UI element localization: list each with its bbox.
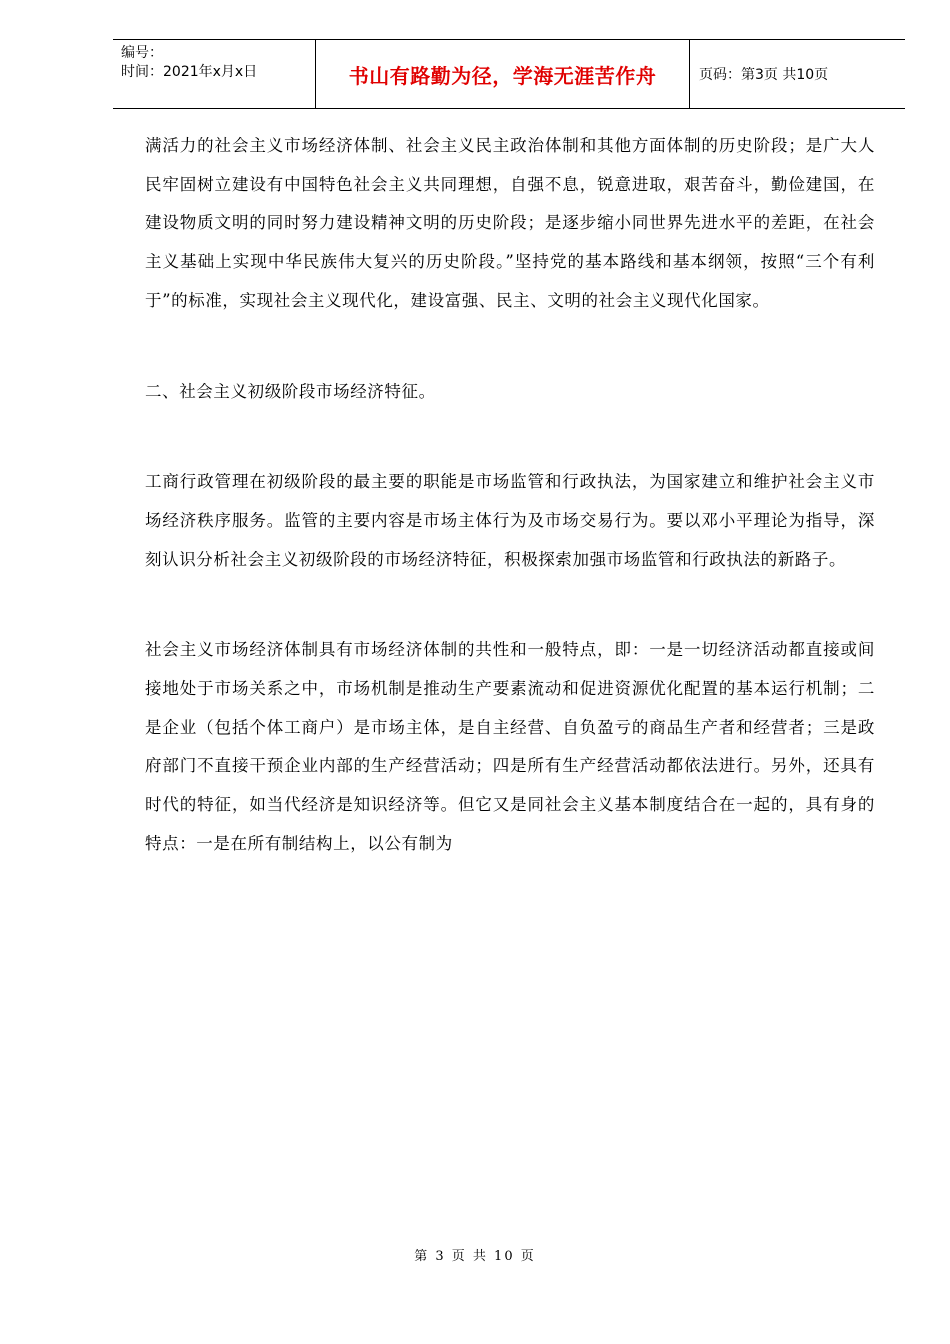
header-motto: 书山有路勤为径，学海无涯苦作舟 xyxy=(316,40,690,108)
paragraph: 满活力的社会主义市场经济体制、社会主义民主政治体制和其他方面体制的历史阶段；是广大人民牢固树立建设有中国特色社会主义共同理想，自强不息，锐意进取，艰苦奋斗，勤俭建国，在建设物质文明的同时努力建设精神文明的历史阶段；是逐步缩小同世界先进水平的差距，在社会主义基础上实现中华民族伟大复兴的历史阶段。”坚持党的基本路线和基本纲领，按照“三个有利于”的标准，实现社会主义现代化，建设富强、民主、文明的社会主义现代化国家。 xyxy=(145,136,875,310)
serial-number-label: 编号： xyxy=(121,45,163,61)
page-header xyxy=(113,39,905,109)
date-line: 时间：2021年x月x日 xyxy=(121,64,258,80)
paragraph: 社会主义市场经济体制具有市场经济体制的共性和一般特点，即：一是一切经济活动都直接或间接地处于市场关系之中，市场机制是推动生产要素流动和促进资源优化配置的基本运行机制；二是企业（包括个体工商户）是市场主体，是自主经营、自负盈亏的商品生产者和经营者；三是政府部门不直接干预企业内部的生产经营活动；四是所有生产经营活动都依法进行。另外，还具有时代的特征，如当代经济是知识经济等。但它又是同社会主义基本制度结合在一起的，具有身的特点：一是在所有制结构上，以公有制为 xyxy=(145,640,875,853)
section-heading: 二、社会主义初级阶段市场经济特征。 xyxy=(145,381,436,401)
document-body xyxy=(145,127,875,864)
header-meta xyxy=(113,40,316,108)
header-page-info: 页码：第3页 共10页 xyxy=(699,67,829,83)
page-footer: 第 3 页 共 10 页 xyxy=(414,1249,536,1264)
paragraph: 工商行政管理在初级阶段的最主要的职能是市场监管和行政执法，为国家建立和维护社会主义市场经济秩序服务。监管的主要内容是市场主体行为及市场交易行为。要以邓小平理论为指导，深刻认识分析社会主义初级阶段的市场经济特征，积极探索加强市场监管和行政执法的新路子。 xyxy=(145,472,875,569)
